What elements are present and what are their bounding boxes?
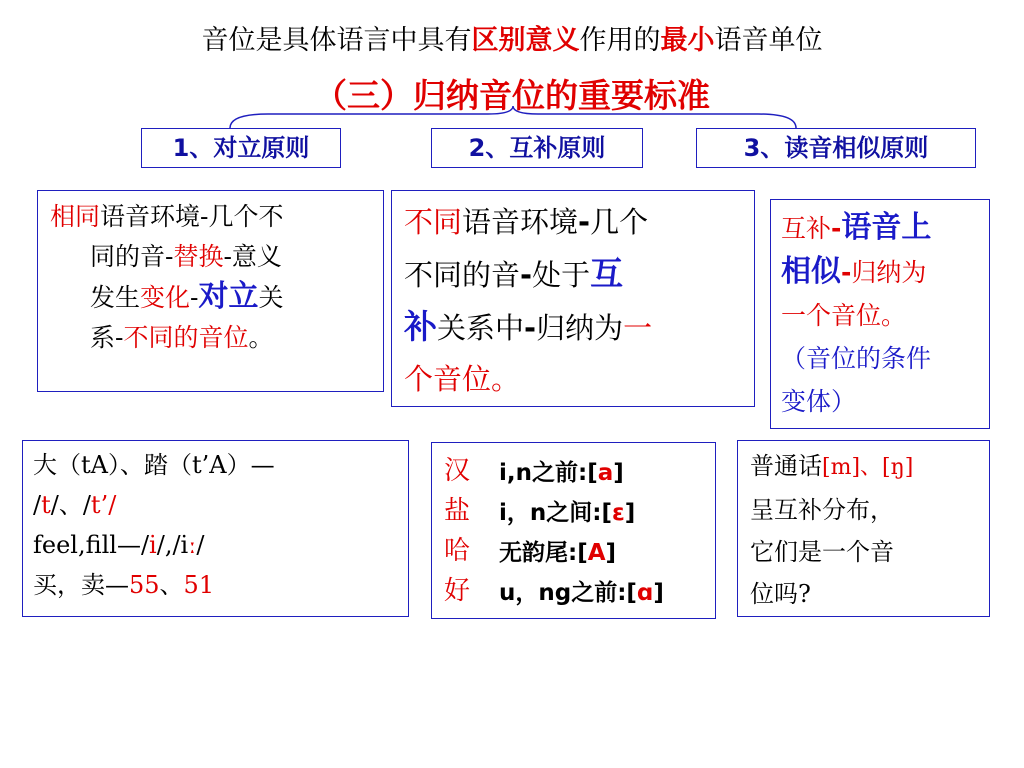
ex-phoneme-t: t — [41, 491, 51, 519]
contrast-text-2: 同的音- — [90, 242, 174, 271]
complement-description-box — [391, 190, 755, 407]
ex-comma: 、 — [159, 571, 184, 599]
similarity-line-4 — [781, 337, 989, 380]
ex-tone-55: 55 — [129, 571, 160, 599]
title-text-3: 语音单位 — [714, 25, 823, 56]
title-text-2: 作用的 — [579, 25, 661, 56]
char-han: 汉 — [444, 456, 471, 486]
contrast-text-5: 关 — [258, 283, 284, 312]
allophone-symbol-3: A — [587, 540, 606, 566]
complement-line-1 — [404, 197, 754, 248]
question-line-1 — [750, 445, 989, 489]
contrast-same: 相同 — [50, 202, 101, 231]
allophone-bracket-1: ] — [613, 460, 624, 486]
title-text-1: 音位是具体语言中具有 — [201, 25, 472, 56]
principle-complement-header — [431, 128, 643, 168]
contrast-example-box — [22, 440, 409, 617]
char-ha: 哈 — [444, 536, 471, 566]
char-hao: 好 — [444, 576, 471, 606]
similarity-group-into: 归纳为 — [851, 258, 927, 287]
complement-one: 一 — [623, 311, 653, 345]
allophone-context-1: i,n之前:[ — [499, 460, 598, 486]
ex-phoneme-i: i — [149, 531, 157, 559]
question-example-box — [737, 440, 990, 617]
complement-line-2 — [404, 248, 754, 301]
similarity-line-2 — [781, 250, 989, 294]
similarity-line-3: 一个音位。 — [781, 301, 907, 330]
contrast-example-line-2 — [33, 485, 408, 525]
ex-slash-3: / — [108, 491, 117, 519]
question-putonghua: 普通话 — [750, 452, 822, 480]
ex-slash-4: /,/i — [156, 531, 189, 559]
complement-text-5: 关系中 — [437, 311, 525, 345]
complement-text-6: 归纳为 — [536, 311, 624, 345]
allophone-symbol-2: ε — [611, 500, 625, 526]
similarity-variant: 变体 — [781, 387, 832, 416]
similarity-description-box — [770, 199, 990, 429]
contrast-change: 变化 — [140, 283, 191, 312]
question-line-2: 呈互补分布， — [750, 496, 894, 524]
allophone-bracket-2: ] — [624, 500, 636, 526]
similarity-line-5 — [781, 380, 989, 423]
similarity-conditional: 条件 — [881, 344, 932, 373]
grouping-brace — [228, 104, 798, 130]
ex-slash-1: / — [33, 491, 42, 519]
question-line-3: 它们是一个音 — [750, 538, 894, 566]
complement-supplement: 补 — [404, 307, 437, 346]
allophone-context-4: u，ng之前:[ — [499, 580, 637, 606]
allophone-row-4 — [499, 573, 664, 613]
section-subtitle: （三）归纳音位的重要标准 — [314, 76, 710, 115]
contrast-text-3: -意义 — [223, 242, 282, 271]
contrast-opposition: 对立 — [198, 279, 259, 314]
allophone-bracket-3: ] — [605, 540, 617, 566]
contrast-line-4 — [50, 318, 383, 358]
contrast-example-line-3 — [33, 525, 408, 565]
contrast-text-6: 系- — [90, 323, 124, 352]
allophone-row-3 — [499, 533, 664, 573]
allophone-row-1 — [499, 453, 664, 493]
ex-slash-5: / — [196, 531, 205, 559]
complement-line-4: 个音位。 — [404, 362, 521, 396]
allophone-symbol-1: a — [597, 460, 614, 486]
allophone-context-3: 无韵尾:[ — [499, 540, 588, 566]
contrast-dash: - — [190, 283, 199, 312]
contrast-example-line-1: 大（tA）、踏（t’A）— — [33, 451, 275, 479]
allophone-symbol-4: ɑ — [636, 580, 654, 606]
contrast-replace: 替换 — [173, 242, 224, 271]
similarity-dash-1: - — [831, 214, 842, 243]
similarity-dash-2: - — [841, 258, 852, 287]
complement-text-1: 语音环境 — [462, 205, 579, 239]
contrast-text-4: 发生 — [90, 283, 141, 312]
contrast-text-1: 语音环境-几个不 — [100, 202, 284, 231]
complement-dash-3: - — [524, 311, 537, 345]
char-yan: 盐 — [444, 496, 471, 526]
contrast-example-line-4 — [33, 565, 408, 605]
allophone-bracket-4: ] — [653, 580, 664, 606]
similarity-complement: 互补 — [781, 214, 832, 243]
contrast-line-3 — [50, 277, 383, 318]
complement-different: 不同 — [404, 205, 463, 239]
question-line-4: 位吗? — [750, 580, 811, 608]
allophone-list — [499, 453, 664, 613]
principle-contrast-label: 1、对立原则 — [172, 134, 310, 162]
similarity-phoneme-of: （音位的 — [781, 344, 882, 373]
contrast-description-box — [37, 190, 384, 392]
title-highlight-distinctive-meaning: 区别意义 — [471, 25, 580, 56]
principle-contrast-header — [141, 128, 341, 168]
allophone-context-2: i，n之间:[ — [499, 500, 612, 526]
contrast-period: 。 — [248, 323, 274, 352]
ex-phoneme-th: t’ — [90, 491, 109, 519]
allophone-row-2 — [499, 493, 664, 533]
title-highlight-minimal: 最小 — [660, 25, 715, 56]
contrast-line-2 — [50, 237, 383, 277]
complement-text-3: 不同的音 — [404, 258, 521, 292]
similarity-similar: 相似 — [781, 254, 841, 289]
complement-line-3 — [404, 301, 754, 354]
principle-similarity-header — [696, 128, 976, 168]
complement-dash-1: - — [578, 205, 591, 239]
complement-text-2: 几个 — [590, 205, 649, 239]
principle-similarity-label: 3、读音相似原则 — [743, 134, 929, 162]
complement-text-4: 处于 — [532, 258, 591, 292]
similarity-line-1 — [781, 206, 989, 250]
contrast-line-1 — [50, 197, 383, 237]
ex-tone-51: 51 — [183, 571, 215, 599]
ex-long-mark: ː — [188, 531, 197, 559]
page-title — [0, 18, 1024, 57]
similarity-close-paren: ） — [831, 387, 857, 416]
ex-feel-fill: feel,fill—/ — [33, 531, 150, 559]
contrast-different-phonemes: 不同的音位 — [123, 323, 249, 352]
complement-example-box — [431, 442, 716, 619]
principle-complement-label: 2、互补原则 — [468, 134, 606, 162]
example-characters — [444, 451, 474, 611]
similarity-phonetically: 语音上 — [841, 210, 932, 245]
question-phones: [m]、[ŋ] — [822, 455, 914, 480]
ex-buy-sell: 买，卖— — [33, 571, 129, 599]
complement-dash-2: - — [520, 258, 533, 292]
ex-slash-2: /、/ — [50, 491, 91, 519]
complement-mutual: 互 — [590, 254, 624, 293]
